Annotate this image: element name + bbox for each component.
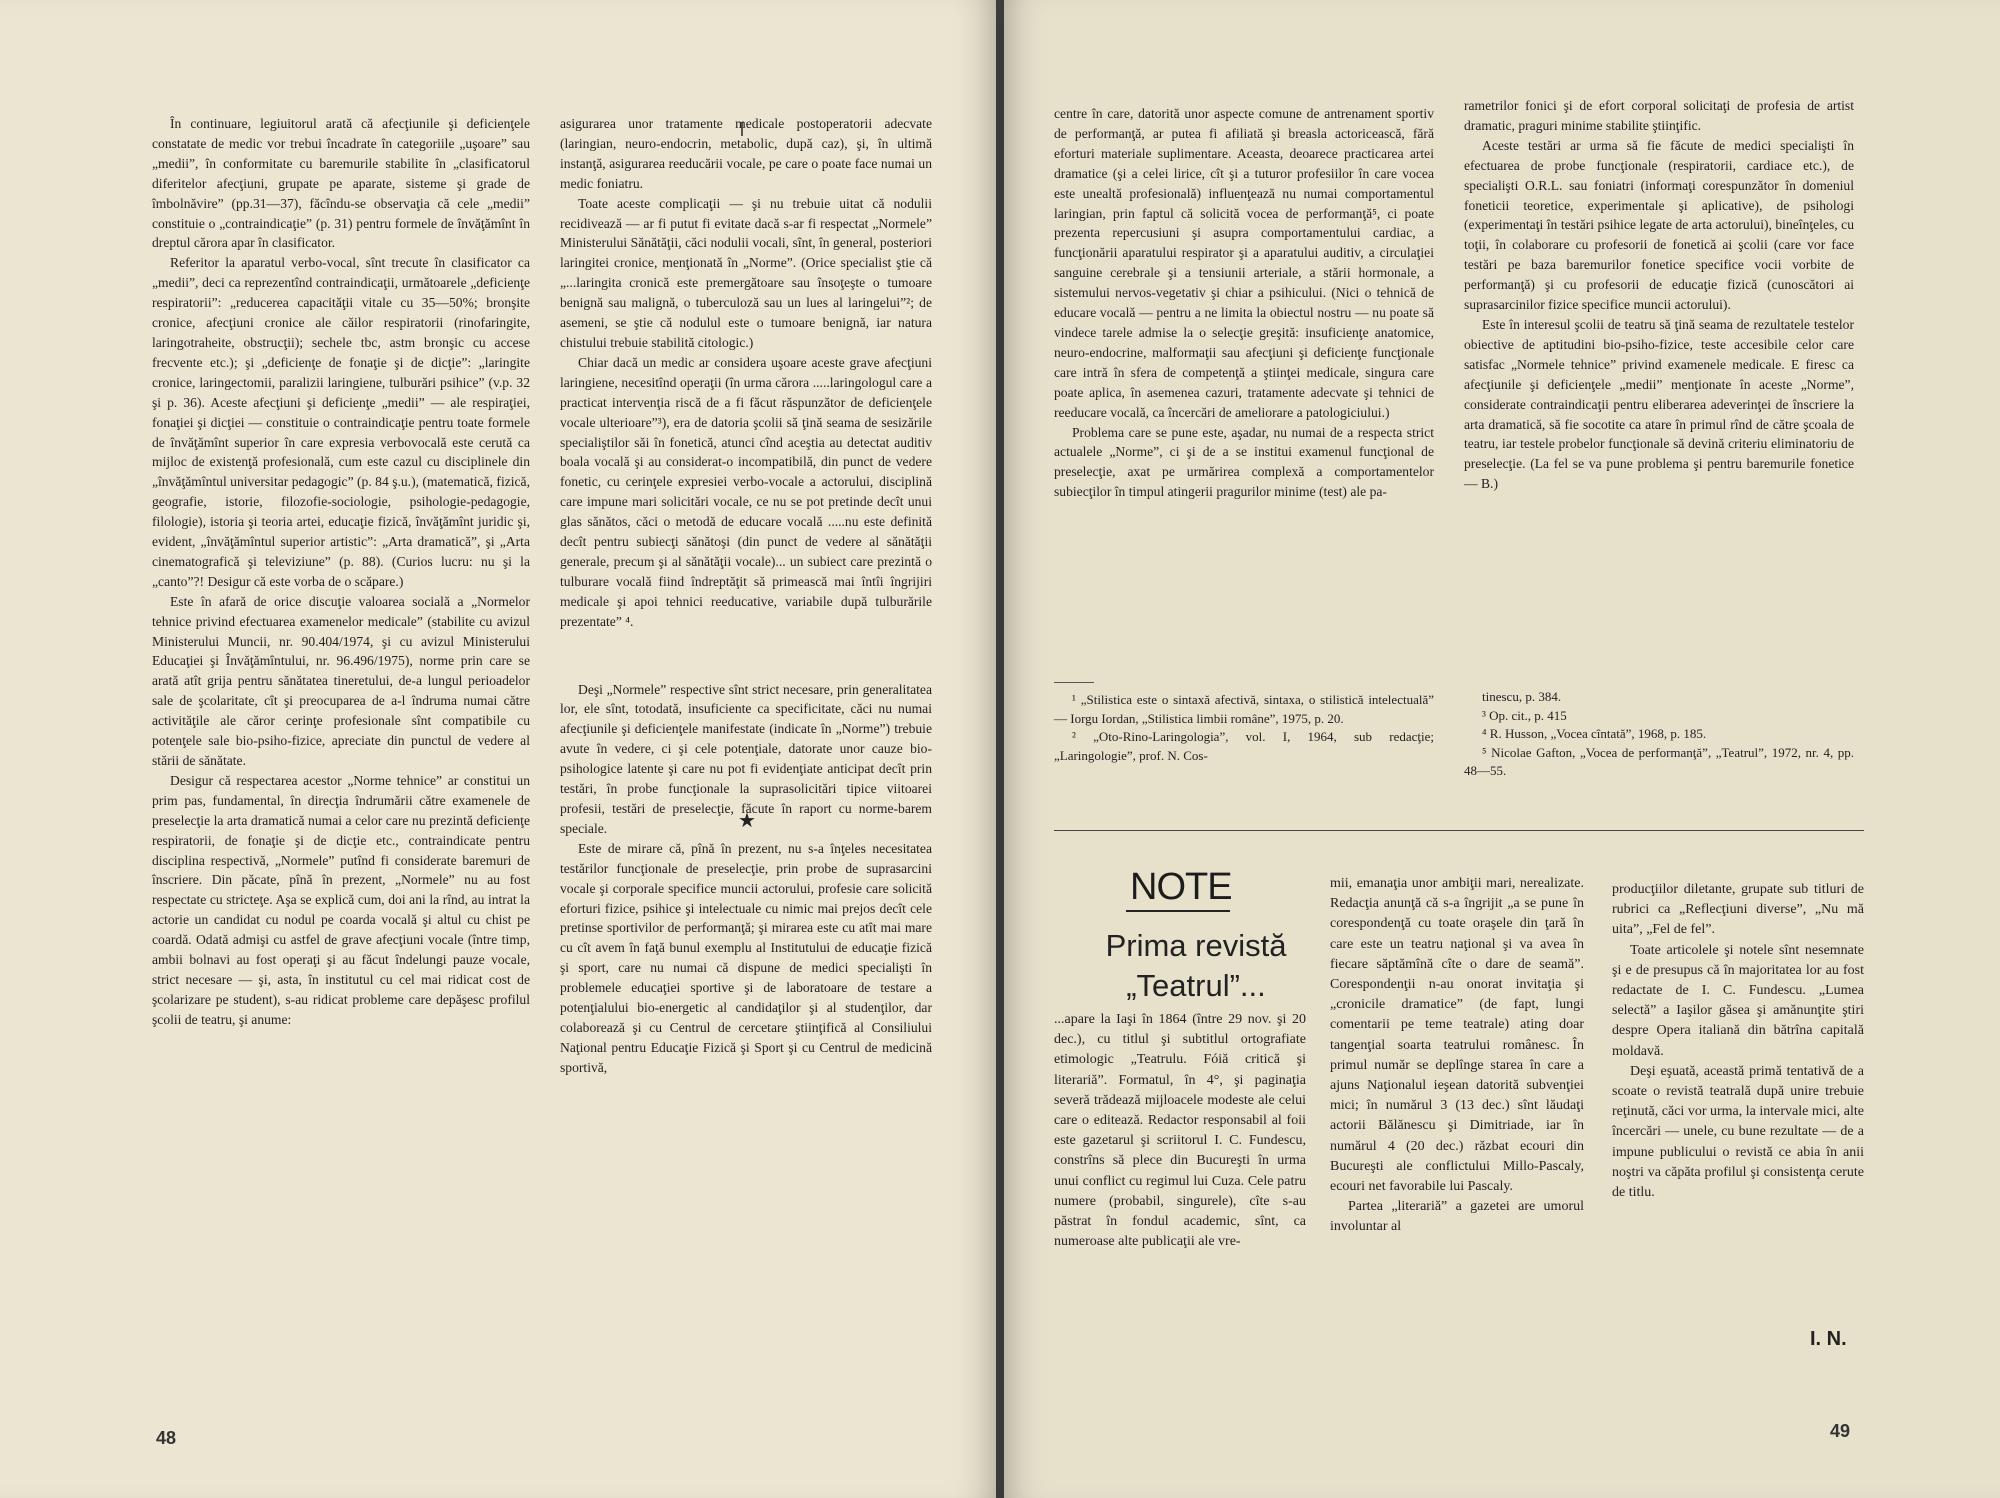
left-column-2: [560, 114, 932, 1078]
paragraph: Desigur că respectarea acestor „Norme tehnice” ar constitui un prim pas, fundamental, în direcţia îndrumării către examenele de preselecţie la arta dramatică numai a celor care nu prezintă deficienţe respiratorii, de fonaţie şi de dicţie etc., contraindicate pentru disciplina respectivă, „Normele” putînd fi considerate baremuri de înscriere. Din păcate, pînă în prezent, „Normele” nu au fost respectate cu stricteţe. Aşa se explică cum, doi ani la rînd, au intrat la actorie un candidat cu nodul pe coarda vocală şi altul cu chist pe coardă. Odată admişi cu astfel de grave afecţiuni vocale (între timp, ambii bolnavi au fost operaţi şi au făcut îndelungi pauze vocale, strict necesare — şi, asta, în institutul cu cel mai ridicat cost de şcolarizare pe student), s-au ridicat probleme care depăşesc profilul şcolii de teatru, şi anume:: [152, 772, 530, 1027]
paragraph: Aceste testări ar urma să fie făcute de medici specialişti în efectuarea de probe funcţionale (respiratorii, cardiace etc.), de specialişti O.R.L. sau foniatri (informaţi corespunzător în domeniul foneticii teoretice, experimentale şi aplicative), de psihologi (experimentaţi în testări psihice legate de arta actorului), bineînţeles, cu toţii, în colaborare cu profesorii de fonetică ai şcolii (care vor face testări pe baza baremurilor fonetice specifice vocii vorbite de performanţă) şi cu profesorii de educaţie fizică (cunoscători ai suprasarcinilor fizice specifice muncii actorului).: [1464, 137, 1854, 313]
paragraph: ...apare la Iaşi în 1864 (între 29 nov. şi 20 dec.), cu titlul şi subtitlul ortografiate etimologic „Teatrulu. Fóiă critică şi literariă”. Formatul, în 4°, şi paginaţia severă trădează mijloacele modeste ale celui care o editează. Redactor responsabil al foii este gazetarul şi scriitorul I. C. Fundescu, constrîns să plece din Bucureşti în urma unui conflict cu regimul lui Cuza. Cele patru numere (probabil, singurele), cîte s-au păstrat în fondul academic, sînt, ca numeroase alte publicaţii ale vre-: [1054, 1012, 1306, 1250]
footnotes-left: [1054, 682, 1434, 765]
page-number: 48: [156, 1428, 177, 1448]
paragraph: În continuare, legiuitorul arată că afecţiunile şi deficienţele constatate de medic vor trebui încadrate în categoriile „uşoare” sau „medii”, în conformitate cu baremurile stabilite în „clasificatorul diferitelor afecţiuni, grupate pe aparate, sisteme şi grade de îmbolnăvire” (pp.31—37), făcîndu-se observaţia că cele „medii” constituie o „contraindicaţie” (p. 31) pentru formele de învăţămînt în dreptul cărora apar în clasificator.: [152, 116, 530, 251]
paragraph: Problema care se pune este, aşadar, nu numai de a respecta strict actualele „Norme”, ci şi de a se institui examenul funcţional de preselecţie, axat pe urmărirea complexă a comportamentelor subiecţilor în timpul atingerii pragurilor minime (test) ale pa-: [1054, 424, 1434, 500]
paragraph: mii, emanaţia unor ambiţii mari, nerealizate. Redacţia anunţă că s-a îngrijit „a se pune în corespondenţă cu toate oraşele din ţară în care este un teatru naţional şi va avea în fiecare săptămînă cîte o dare de seamă”. Corespondenţii n-au onorat invitaţia şi „cronicile dramatice” (de fapt, lungi comentarii pe teme teatrale) ating doar tangenţial soarta teatrului românesc. În primul număr se deplînge starea în care a ajuns Naţionalul ieşean datorită subvenţiei mici; în numărul 3 (13 dec.) sînt lăudaţi actorii Bălănescu şi Dimitriade, iar în numărul 4 (20 dec.) răzbat ecouri din Bucureşti ale conflictului Millo-Pascaly, ecouri net favorabile lui Pascaly.: [1330, 876, 1584, 1195]
note-title-line: Prima revistă: [1105, 928, 1287, 963]
footnote: ³ Op. cit., p. 415: [1482, 707, 1567, 723]
notes-heading-underline: [1126, 910, 1230, 912]
notes-heading: NOTE: [1130, 866, 1232, 908]
author-initials: I. N.: [1810, 1328, 1847, 1350]
footnote: tinescu, p. 384.: [1482, 689, 1562, 704]
paragraph: Toate articolele şi notele sînt nesemnate şi e de presupus că în majoritatea lor au fost redactate de I. C. Fundescu. „Lumea selectă” a Iaşilor găsea şi amănunţite ştiri despre Opera italiană din bătrîna capitală moldavă.: [1612, 942, 1864, 1059]
footnote: ¹ „Stilistica este o sintaxă afectivă, sintaxa, o stilistică intelectuală” — Iorgu Iordan, „Stilistica limbii române”, 1975, p. 20.: [1054, 692, 1434, 726]
paragraph: asigurarea unor tratamente medicale postoperatorii adecvate (laringian, neuro-endocrin, metabolic, după caz), şi, în ultimă instanţă, asigurarea reeducării vocale, pe care o poate face numai un medic foniatru.: [560, 116, 932, 191]
book-gutter: [996, 0, 1004, 1498]
paragraph: Chiar dacă un medic ar considera uşoare aceste grave afecţiuni laringiene, necesitînd operaţii (în urma cărora .....laringologul care a practicat intervenţia riscă de a fi făcut răspunzător de deficienţele vocale ulterioare”³), era de datoria şcolii să ţină seama de sesizările specialiştilor săi în fonetică, atunci cînd aceştia au detectat auditiv boala vocală şi au considerat-o incompatibilă, din punct de vedere fonetic, cu cerinţele expresiei verbo-vocale a actorului, disciplină care impune mari solicitări vocale, ce nu se pot pretinde decît unui glas sănătos, căci o metodă de educare vocală .....nu este definită decît pentru subiecţi sănătoşi (din punct de vedere al sănătăţii generale, precum şi al sănătăţii vocale)... un subiect care prezintă o tulburare vocală fiind îndreptăţit să primească mai întîi îngrijiri medicale şi apoi tehnici reeducative, variabile după tulburările prezentate” ⁴.: [560, 354, 932, 629]
paragraph: centre în care, datorită unor aspecte comune de antrenament sportiv de performanţă, ar putea fi afiliată şi breasla actoricească, fără eforturi materiale suplimentare. Aceasta, deoarece practicarea artei dramatice (şi a celei lirice, cît şi a tuturor profesiilor în care vocea este unealtă profesională) influenţează nu numai comportamentul laringian, prin faptul că solicită vocea de performanţă⁵, ci poate prezenta repercusiuni şi asupra comportamentului cardiac, a funcţionării aparatului respirator şi a aparatului auditiv, a circulaţiei sanguine cerebrale şi a tensiunii arteriale, a stării hormonale, a sistemului nervos-vegetativ şi chiar a psihicului. (Nici o tehnică de educare vocală — pentru a ne limita la obiectul nostru — nu poate să vindece tarele admise la o selecţie greşită: insuficienţe anatomice, neuro-endocrine, malformaţii sau afecţiuni şi deficienţe funcţionale care intră în sfera de competenţă a ştiinţei medicale, singura care poate aplica, în asemenea cazuri, tratamente adecvate şi tehnici de reeducare vocală, ca încercări de ameliorare a patologiciului.): [1054, 106, 1434, 420]
left-column-1: [152, 114, 530, 1030]
footnotes-right: [1464, 688, 1854, 781]
right-column-1: [1054, 104, 1434, 502]
notes-column-3: [1612, 880, 1864, 1203]
paragraph: Deşi „Normele” respective sînt strict necesare, prin generalitatea lor, ele sînt, totodată, insuficiente ca specificitate, căci nu numai afecţiunile şi deficienţele manifestate (indicate în „Norme”) trebuie avute în vedere, ci şi cele potenţiale, datorate unor cauze bio-psihologice latente şi care nu pot fi evidenţiate anticipat decît prin testări, în probe funcţionale la suprasolicitări tipice viitoarei profesii, testări de preselecţie, făcute în raport cu norme-barem speciale.: [560, 681, 932, 836]
paragraph: Partea „literariă” a gazetei are umorul involuntar al: [1330, 1199, 1584, 1235]
note-title-line: „Teatrul”...: [1126, 968, 1266, 1003]
paragraph: Este de mirare că, pînă în prezent, nu s-a înţeles necesitatea testărilor funcţionale de preselecţie, prin probe de suprasarcini vocale şi corporale specifice muncii actorului, profesie care solicită eforturi fizice, psihice şi intelectuale cu nimic mai prejos decît cele pretinse sportivilor de performanţă; şi mirarea este cu atît mai mare cu cît avem în faţă bunul exemplu al Institutului de educaţie fizică şi sport, care nu numai că dispune de medici specialişti în problemele educaţiei sportive şi de laboratoare de testare a potenţialului bio-energetic al candidaţilor şi al studenţilor, dar colaborează şi cu Centrul de cercetare ştiinţifică al Consiliului Naţional pentru Educaţie Fizică şi Sport şi cu Centrul de medicină sportivă,: [560, 840, 932, 1075]
left-page: [0, 0, 996, 1498]
paragraph: Deşi eşuată, această primă tentativă de a scoate o revistă teatrală după unire trebuie reţinută, căci vor urma, la intervale mici, alte încercări — unele, cu bune rezultate — de a impune publicului o revistă ce abia în anii noştri va căpăta profilul şi consistenţa cerute de titlu.: [1612, 1063, 1864, 1201]
footnote: ⁴ R. Husson, „Vocea cîntată”, 1968, p. 185.: [1482, 726, 1707, 741]
section-divider: [1054, 830, 1864, 831]
note-title: [1092, 926, 1300, 1006]
notes-column-2: [1330, 874, 1584, 1238]
footnote: ² „Oto-Rino-Laringologia”, vol. I, 1964, sub redacţie; „Laringologie”, prof. N. Cos-: [1054, 729, 1434, 763]
paragraph: Este în afară de orice discuţie valoarea socială a „Normelor tehnice privind efectuarea examenelor medicale” (stabilite cu avizul Ministerului Muncii, nr. 90.404/1974, şi cu avizul Ministerului Educaţiei şi Învăţămîntului, nr. 96.496/1975), norme prin care se arată atît grija pentru sănătatea tineretului, de-a lungul perioadelor sale de şcolaritate, cît şi preocuparea de a-l îndruma numai către activităţile ale căror cerinţe profesionale sînt compatibile cu potenţele sale bio-psiho-fizice, apreciate din punctul de vedere al stării de sănătate.: [152, 593, 530, 768]
notes-column-1: [1054, 1010, 1306, 1252]
paragraph: Toate aceste complicaţii — şi nu trebuie uitat că nodulii recidivează — ar fi putut fi evitate dacă s-ar fi respectat „Normele” Ministerului Sănătăţii, căci nodulii vocali, sînt, în general, posteriori laringitei cronice, menţionată în „Norme”. (Orice specialist ştie că „...laringita cronică este premergătoare sau însoţeşte o tumoare benignă sau malignă, o tuberculoză sau un lues al laringelui”²; de asemeni, se ştie că nodulul este o tumoare benignă, iar natura chistului trebuie stabilită citologic.): [560, 195, 932, 350]
paragraph: rametrilor fonici şi de efort corporal solicitaţi de profesia de artist dramatic, praguri minime stabilite ştiinţific.: [1464, 98, 1854, 133]
paragraph: Este în interesul şcolii de teatru să ţină seama de rezultatele testelor obiective de aptitudini bio-psiho-fizice, teste accesibile celor care satisfac „Normele tehnice” privind examenele medicale. E firesc ca afecţiunile şi deficienţele „medii” menţionate în aceste „Norme”, considerate contraindicaţii pentru eliberarea adeverinţei de înscriere la arta dramatică, să fie socotite ca atare în primul rînd de către şcoala de teatru, iar testele probelor funcţionale să devină criteriu eliminatoriu de preselecţie. (La fel se va pune problema şi pentru baremurile fonetice — B.): [1464, 316, 1854, 492]
footnote-rule: [1054, 682, 1094, 683]
section-star-ornament: ★: [738, 810, 756, 832]
right-column-2: [1464, 96, 1854, 494]
paragraph: Referitor la aparatul verbo-vocal, sînt trecute în clasificator ca „medii”, deci ca reprezentînd contraindicaţii, următoarele „deficienţe respiratorii”: „reducerea capacităţii vitale cu 35—50%; bronşite cronice, afecţiuni cronice ale căilor respiratorii (rinofaringite, laringotraheite, obstrucţii); sechele tbc, astm bronşic cu accese frecvente etc.); şi „deficienţe de fonaţie şi de dicţie”: „laringite cronice, laringectomii, paralizii laringiene, tulburări psihice” (v.p. 32 şi p. 36). Aceste afecţiuni şi deficienţe „medii” — ale respiraţiei, fonaţiei şi dicţiei — constituie o contraindicaţie pentru toate formele de învăţămînt superior în care expresia verbovocală este cerută ca mijloc de existenţă profesională, cum este cazul cu disciplinele din „învăţămîntul universitar pedagogic” (p. 84 ş.u.), (matematică, fizică, geografie, istorie, filozofie-sociologie, psihologie-pedagogie, filologie), istoria şi teoria artei, educaţie fizică, învăţămînt juridic şi, evident, „învăţămîntul superior artistic”: „Arta dramatică”, şi „Arta cinematografică şi televiziune” (p. 88). (Curios lucru: nu şi la „canto”?! Desigur că este vorba de o scăpare.): [152, 255, 530, 589]
page-number: 49: [1830, 1421, 1851, 1441]
paragraph: producţiilor diletante, grupate sub titluri de rubrici ca „Reflecţiuni diverse”, „Nu mă uita”, „Fel de fel”.: [1612, 882, 1864, 938]
footnote: ⁵ Nicolae Gafton, „Vocea de performanţă”, „Teatrul”, 1972, nr. 4, pp. 48—55.: [1464, 744, 1854, 778]
